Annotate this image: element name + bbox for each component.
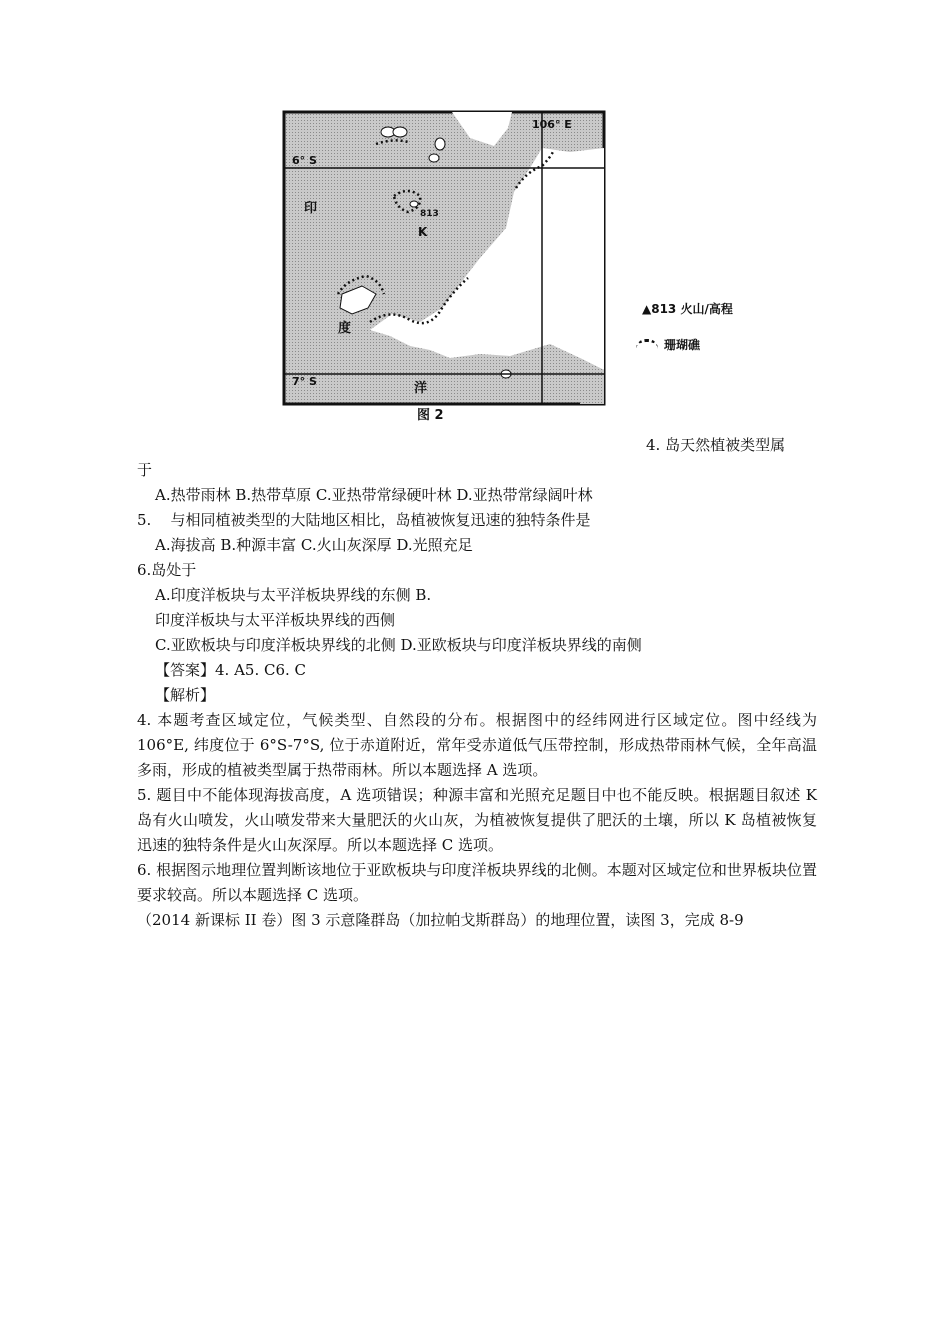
- q4-options: A.热带雨林 B.热带草原 C.亚热带常绿硬叶林 D.亚热带常绿阔叶林: [155, 486, 593, 504]
- map-image: [280, 108, 610, 408]
- analysis-label: 【解析】: [155, 686, 216, 704]
- q6-options-a: A.印度洋板块与太平洋板块界线的东侧 B.: [155, 586, 432, 604]
- map-figure: [280, 108, 840, 428]
- legend-reef: [636, 336, 700, 353]
- q5-stem-line: [137, 508, 817, 533]
- legend-reef-label: 珊瑚礁: [664, 338, 701, 352]
- ocean-label-2: 度: [338, 321, 352, 336]
- island-k-label: K: [418, 225, 428, 239]
- q6-options-c: C.亚欧板块与印度洋板块界线的北侧 D.亚欧板块与印度洋板块界线的南侧: [155, 636, 642, 654]
- lat-top-label: 6° S: [292, 154, 317, 167]
- q4-stem-b: 于: [137, 461, 153, 479]
- q5-options: A.海拔高 B.种源丰富 C.火山灰深厚 D.光照充足: [155, 536, 473, 554]
- analysis-p5: 5. 题目中不能体现海拔高度，A 选项错误；种源丰富和光照充足题目中也不能反映。根据题目叙述 K 岛有火山喷发，火山喷发带来大量肥沃的火山灰，为植被恢复提供了肥沃的土壤，所以 K 岛植被恢复迅速的独特条件是火山灰深厚。所以本题选择 C 选项。: [137, 786, 817, 854]
- next-intro: （2014 新课标 II 卷）图 3 示意隆群岛（加拉帕戈斯群岛）的地理位置，读图 3，完成 8-9: [137, 911, 744, 929]
- ocean-label-3: 洋: [414, 381, 428, 396]
- question-block: [137, 458, 817, 933]
- volcano-height-label: 813: [420, 209, 439, 219]
- reef-icon: [636, 339, 658, 350]
- analysis-p6: 6. 根据图示地理位置判断该地位于亚欧板块与印度洋板块界线的北侧。本题对区域定位和世界板块位置要求较高。所以本题选择 C 选项。: [137, 861, 817, 904]
- answer-line: 【答案】4. A5. C6. C: [155, 661, 307, 679]
- figure-caption: 图 2: [417, 408, 444, 423]
- q6-stem: 6.岛处于: [137, 561, 197, 579]
- q5-number: 5.: [137, 511, 152, 529]
- legend-volcano: ▲813 火山/高程: [642, 302, 733, 316]
- q6-options-b: 印度洋板块与太平洋板块界线的西侧: [155, 611, 396, 629]
- lat-bottom-label: 7° S: [292, 375, 317, 388]
- ocean-label-1: 印: [304, 201, 318, 216]
- q4-stem-a: 4. 岛天然植被类型属: [646, 436, 786, 454]
- q5-stem: 与相同植被类型的大陆地区相比，岛植被恢复迅速的独特条件是: [170, 511, 591, 529]
- analysis-p4: 4. 本题考查区域定位，气候类型、自然段的分布。根据图中的经纬网进行区域定位。图中经线为 106°E, 纬度位于 6°S-7°S, 位于赤道附近，常年受赤道低气压带控制，形成热带雨林气候，全年高温多雨，形成的植被类型属于热带雨林。所以本题选择 A 选项。: [137, 711, 817, 779]
- lon-label: 106° E: [532, 118, 572, 131]
